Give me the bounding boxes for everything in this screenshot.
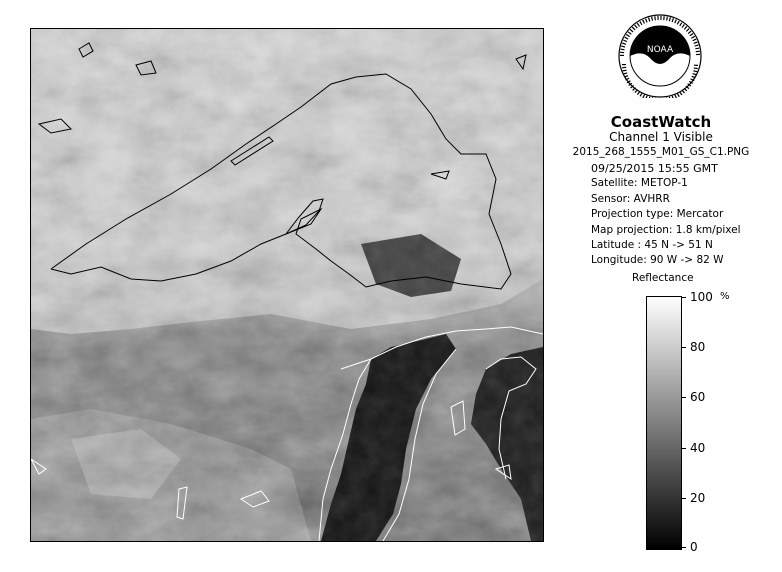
tick-mark-80 [681,347,686,348]
satellite-map[interactable] [30,28,544,542]
tick-mark-60 [681,397,686,398]
satellite-label: Satellite: METOP-1 [591,177,688,189]
projection-type-label: Projection type: Mercator [591,208,724,220]
channel-label: Channel 1 Visible [609,130,713,144]
noaa-logo-text: NOAA [646,45,674,55]
noaa-logo [618,14,702,98]
tick-label-100: 100 [690,290,713,304]
legend-title: Reflectance [632,272,694,284]
longitude-label: Longitude: 90 W -> 82 W [591,254,724,266]
tick-mark-40 [681,448,686,449]
map-svg [31,29,543,541]
sensor-label: Sensor: AVHRR [591,193,670,205]
tick-label-20: 20 [690,491,706,505]
tick-label-80: 80 [690,340,706,354]
tick-label-0: 0 [690,540,698,554]
tick-mark-0 [681,547,686,548]
filename-label: 2015_268_1555_M01_GS_C1.PNG [572,146,750,158]
tick-mark-20 [681,498,686,499]
tick-label-60: 60 [690,390,706,404]
datetime-label: 09/25/2015 15:55 GMT [591,162,718,175]
reflectance-colorbar [646,296,682,550]
product-title: CoastWatch [610,113,712,131]
tick-label-40: 40 [690,441,706,455]
latitude-label: Latitude : 45 N -> 51 N [591,239,713,251]
map-projection-label: Map projection: 1.8 km/pixel [591,224,741,236]
tick-mark-100 [681,297,686,298]
legend-unit: % [720,291,730,302]
